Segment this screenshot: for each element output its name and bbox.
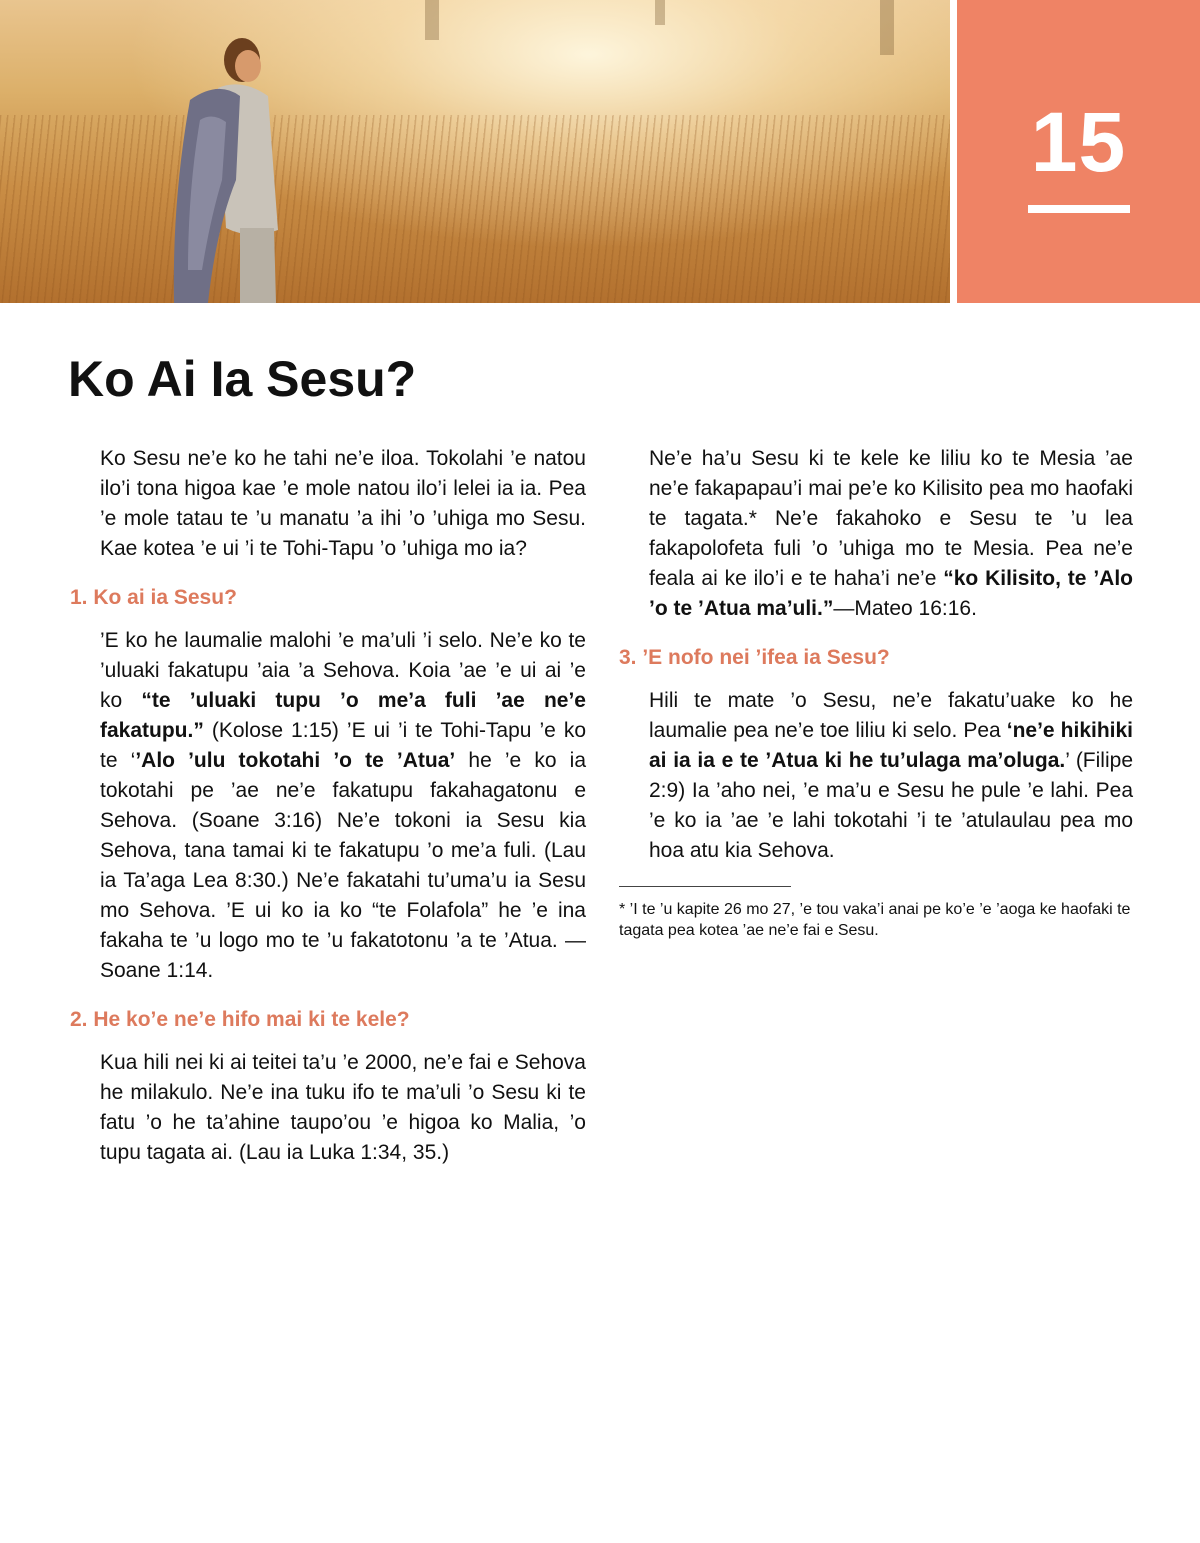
text-run: ’ (Filipe 2:9) Ia ’aho nei, ’e ma’u e Sesu he pule ’e lahi. Pea ’e ko ia ’ae ’e lahi tokotahi ’i te ’atulaulau pea mo hoa atu kia Sehova. bbox=[649, 749, 1133, 862]
right-column bbox=[619, 444, 1133, 941]
text-run: he ’e ko ia tokotahi pe ’ae ne’e fakatupu fakahagatonu e Sehova. (Soane 3:16) Ne’e tokoni ia Sesu kia Sehova, tana tamai ki te fakatupu ’o me’a fuli. (Lau ia Ta’aga Lea 8:30.) Ne’e fakatahi tu’uma’u ia Sesu mo Sehova. ’E ui ko ia ko “te Folafola” he ’e ina fakaha te ’u logo mo te ’u fakatotonu ’a te ’Atua. —Soane 1:14. bbox=[100, 749, 586, 982]
field-grass bbox=[0, 115, 950, 303]
intro-paragraph: Ko Sesu ne’e ko he tahi ne’e iloa. Tokolahi ’e natou ilo’i tona higoa kae ’e mole natou ilo’i lelei ia ia. Pea ’e mole tatau te ’u manatu ’a ihi ’o ’uhiga mo Sesu. Kae kotea ’e ui ’i te Tohi-Tapu ’o ’uhiga mo ia? bbox=[100, 447, 586, 560]
bold-quote: ’Alo ’ulu tokotahi ’o te ’Atua’ bbox=[135, 749, 456, 772]
question-heading-2: 2. He ko’e ne’e hifo mai ki te kele? bbox=[70, 1008, 410, 1031]
answer-paragraph-1 bbox=[100, 626, 586, 986]
question-heading-1: 1. Ko ai ia Sesu? bbox=[70, 586, 237, 609]
footnote: * ’I te ’u kapite 26 mo 27, ’e tou vaka’i anai pe ko’e ’e ’aoga ke haofaki te tagata pea kotea ’ae ne’e fai e Sesu. bbox=[619, 901, 1131, 939]
tree-trunk bbox=[655, 0, 665, 25]
text-run: Ne’e ha’u Sesu ki te kele ke liliu ko te Mesia ’ae ne’e fakapapau’i mai pe’e ko Kilisito pea mo haofaki te tagata.* Ne’e fakahoko e Sesu te ’u lea fakapolofeta fuli ’o ’uhiga mo te Mesia. Pea ne’e feala ai ke ilo’i e te haha’i ne’e bbox=[649, 447, 1133, 590]
bold-quote: “ko Kilisito, te ’Alo ’o te ’Atua ma’uli.” bbox=[649, 567, 1133, 620]
hero-photo bbox=[0, 0, 950, 303]
bold-quote: ‘ne’e hikihiki ai ia ia e te ’Atua ki he tu’ulaga ma’oluga. bbox=[649, 719, 1134, 772]
question-heading-3: 3. ’E nofo nei ’ifea ia Sesu? bbox=[619, 646, 890, 669]
walking-man-figure bbox=[160, 30, 290, 303]
text-run: ’E ko he laumalie malohi ’e ma’uli ’i selo. Ne’e ko te ’uluaki fakatupu ’aia ’a Sehova. Koia ’ae ’e ui ai ’e ko bbox=[100, 629, 586, 712]
answer-paragraph-3 bbox=[649, 686, 1133, 866]
text-run: (Kolose 1:15) ’E ui ’i te Tohi-Tapu ’e ko te ‘ bbox=[100, 719, 586, 772]
page-title: Ko Ai Ia Sesu? bbox=[68, 351, 417, 407]
text-run: —Mateo 16:16. bbox=[833, 597, 977, 620]
left-column bbox=[70, 444, 586, 1188]
chapter-underline bbox=[1028, 205, 1130, 213]
tree-trunk bbox=[880, 0, 894, 55]
bold-quote: “te ’uluaki tupu ’o me’a fuli ’ae ne’e fakatupu.” bbox=[100, 689, 586, 742]
tree-trunk bbox=[425, 0, 439, 40]
answer-paragraph-2 bbox=[100, 1048, 586, 1168]
chapter-number-box bbox=[957, 0, 1200, 303]
chapter-number: 15 bbox=[1030, 95, 1127, 189]
answer-paragraph-2-continued bbox=[649, 444, 1133, 624]
footnote-divider bbox=[619, 886, 791, 887]
text-run: Hili te mate ’o Sesu, ne’e fakatu’uake ko he laumalie pea ne’e toe liliu ki selo. Pea bbox=[649, 689, 1133, 742]
text-run: Kua hili nei ki ai teitei ta’u ’e 2000, ne’e fai e Sehova he milakulo. Ne’e ina tuku ifo te ma’uli ’o Sesu ki te fatu ’o he ta’ahine taupo’ou ’e higoa ko Malia, ’o tupu tagata ai. (Lau ia Luka 1:34, 35.) bbox=[100, 1051, 586, 1164]
